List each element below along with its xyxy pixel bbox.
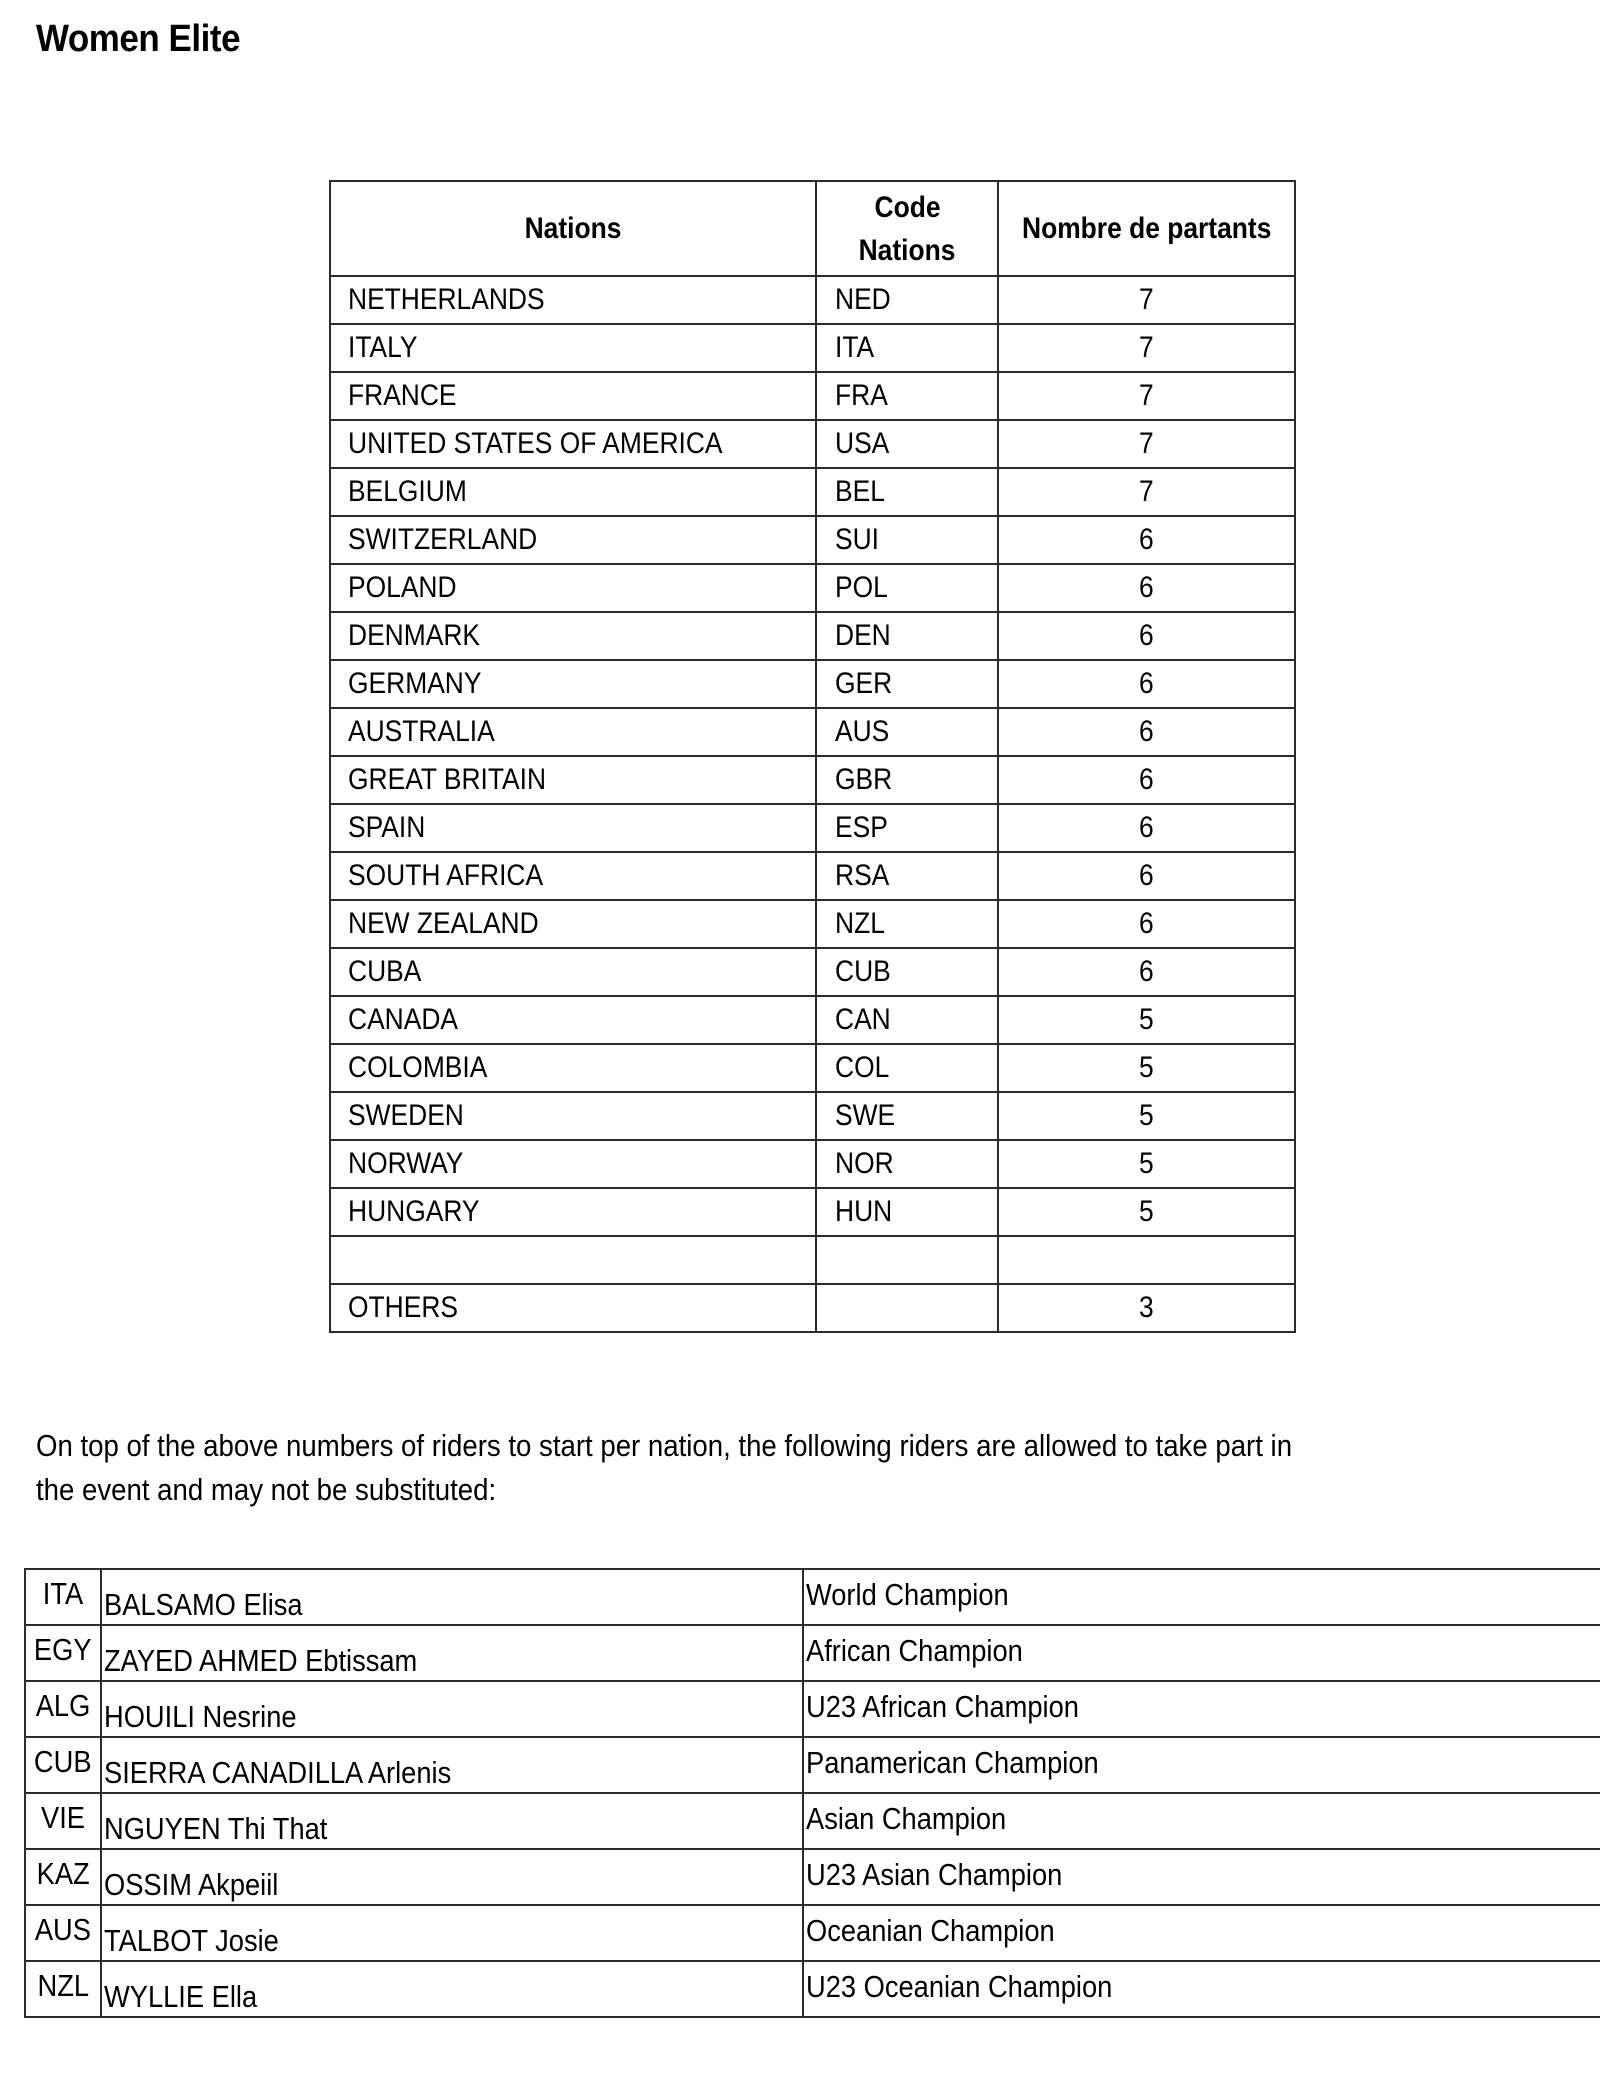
- rider-nation-code: NZL: [25, 1961, 101, 2017]
- nation-name: CUBA: [330, 948, 816, 996]
- rider-nation-code: CUB: [25, 1737, 101, 1793]
- rider-row: [25, 1737, 1600, 1793]
- rider-name: BALSAMO Elisa: [101, 1569, 803, 1625]
- nation-row: [330, 1044, 1295, 1092]
- nation-name: NEW ZEALAND: [330, 900, 816, 948]
- rider-title: Panamerican Champion: [803, 1737, 1600, 1793]
- starter-count: 6: [998, 948, 1295, 996]
- nation-code: SWE: [816, 1092, 998, 1140]
- nation-row: [330, 660, 1295, 708]
- nation-row: [330, 900, 1295, 948]
- nation-code: USA: [816, 420, 998, 468]
- nation-name: SPAIN: [330, 804, 816, 852]
- rider-title: U23 African Champion: [803, 1681, 1600, 1737]
- nation-code: ITA: [816, 324, 998, 372]
- nation-name: SWEDEN: [330, 1092, 816, 1140]
- nation-row: [330, 852, 1295, 900]
- rider-name: NGUYEN Thi That: [101, 1793, 803, 1849]
- rider-nation-code: ALG: [25, 1681, 101, 1737]
- nation-name: GREAT BRITAIN: [330, 756, 816, 804]
- rider-name: OSSIM Akpeiil: [101, 1849, 803, 1905]
- rider-name: TALBOT Josie: [101, 1905, 803, 1961]
- nation-code: [816, 1236, 998, 1284]
- nation-row: [330, 468, 1295, 516]
- nation-row: [330, 1236, 1295, 1284]
- riders-note: [36, 1424, 1596, 1512]
- rider-row: [25, 1793, 1600, 1849]
- rider-title: Oceanian Champion: [803, 1905, 1600, 1961]
- riders-note-line-1: On top of the above numbers of riders to start per nation, the following riders are allowed to take part in: [36, 1428, 1293, 1463]
- starter-count: 6: [998, 804, 1295, 852]
- nation-name: ITALY: [330, 324, 816, 372]
- rider-name: WYLLIE Ella: [101, 1961, 803, 2017]
- rider-nation-code: VIE: [25, 1793, 101, 1849]
- nation-row: [330, 804, 1295, 852]
- nation-code: CUB: [816, 948, 998, 996]
- qualified-riders-table: [24, 1568, 1600, 2018]
- nation-row: [330, 612, 1295, 660]
- nation-name: [330, 1236, 816, 1284]
- header-nombre-de-partants: Nombre de partants: [998, 181, 1295, 276]
- rider-row: [25, 1569, 1600, 1625]
- starter-count: 3: [998, 1284, 1295, 1332]
- nation-row: [330, 372, 1295, 420]
- starter-count: 5: [998, 996, 1295, 1044]
- starter-count: 6: [998, 564, 1295, 612]
- nation-code: RSA: [816, 852, 998, 900]
- nation-name: SWITZERLAND: [330, 516, 816, 564]
- nation-name: NETHERLANDS: [330, 276, 816, 324]
- starter-count: 6: [998, 516, 1295, 564]
- page-title: Women Elite: [36, 18, 241, 60]
- nation-name: AUSTRALIA: [330, 708, 816, 756]
- rider-row: [25, 1681, 1600, 1737]
- rider-title: U23 Asian Champion: [803, 1849, 1600, 1905]
- starter-count: 7: [998, 324, 1295, 372]
- starter-count: 6: [998, 900, 1295, 948]
- nation-name: SOUTH AFRICA: [330, 852, 816, 900]
- rider-title: Asian Champion: [803, 1793, 1600, 1849]
- nations-table-header: [330, 181, 1295, 276]
- starter-count: 5: [998, 1044, 1295, 1092]
- nation-row: [330, 948, 1295, 996]
- starter-count: 5: [998, 1188, 1295, 1236]
- nation-code: FRA: [816, 372, 998, 420]
- nation-code: BEL: [816, 468, 998, 516]
- rider-row: [25, 1625, 1600, 1681]
- starter-count: [998, 1236, 1295, 1284]
- rider-nation-code: KAZ: [25, 1849, 101, 1905]
- nation-row: [330, 324, 1295, 372]
- starter-count: 5: [998, 1092, 1295, 1140]
- nation-name: NORWAY: [330, 1140, 816, 1188]
- nation-name: UNITED STATES OF AMERICA: [330, 420, 816, 468]
- nation-row: [330, 276, 1295, 324]
- nation-code: HUN: [816, 1188, 998, 1236]
- nation-name: FRANCE: [330, 372, 816, 420]
- nation-name: POLAND: [330, 564, 816, 612]
- rider-nation-code: EGY: [25, 1625, 101, 1681]
- starter-count: 7: [998, 468, 1295, 516]
- nation-name: CANADA: [330, 996, 816, 1044]
- nation-row: [330, 708, 1295, 756]
- rider-row: [25, 1961, 1600, 2017]
- nation-code: CAN: [816, 996, 998, 1044]
- starter-count: 5: [998, 1140, 1295, 1188]
- nation-row: [330, 996, 1295, 1044]
- nation-row: [330, 1092, 1295, 1140]
- nation-code: DEN: [816, 612, 998, 660]
- nation-code: AUS: [816, 708, 998, 756]
- starter-count: 6: [998, 708, 1295, 756]
- rider-title: African Champion: [803, 1625, 1600, 1681]
- starter-count: 7: [998, 372, 1295, 420]
- nation-code: NZL: [816, 900, 998, 948]
- starter-count: 6: [998, 756, 1295, 804]
- rider-row: [25, 1849, 1600, 1905]
- header-code-nations: Code Nations: [816, 181, 998, 276]
- nation-row: [330, 1188, 1295, 1236]
- nation-code: SUI: [816, 516, 998, 564]
- riders-note-line-2: the event and may not be substituted:: [36, 1472, 497, 1507]
- nation-code: POL: [816, 564, 998, 612]
- nation-code: COL: [816, 1044, 998, 1092]
- nation-code: ESP: [816, 804, 998, 852]
- nation-row: [330, 564, 1295, 612]
- nation-code: NOR: [816, 1140, 998, 1188]
- starter-count: 6: [998, 612, 1295, 660]
- nation-name: COLOMBIA: [330, 1044, 816, 1092]
- nation-row: [330, 420, 1295, 468]
- rider-title: U23 Oceanian Champion: [803, 1961, 1600, 2017]
- nation-name: DENMARK: [330, 612, 816, 660]
- nation-row: [330, 756, 1295, 804]
- nations-table: [329, 180, 1296, 1333]
- nation-name: HUNGARY: [330, 1188, 816, 1236]
- rider-title: World Champion: [803, 1569, 1600, 1625]
- nation-row: [330, 1284, 1295, 1332]
- starter-count: 7: [998, 276, 1295, 324]
- starter-count: 6: [998, 852, 1295, 900]
- starter-count: 6: [998, 660, 1295, 708]
- rider-nation-code: AUS: [25, 1905, 101, 1961]
- nation-name: OTHERS: [330, 1284, 816, 1332]
- starter-count: 7: [998, 420, 1295, 468]
- nation-code: GBR: [816, 756, 998, 804]
- rider-name: HOUILI Nesrine: [101, 1681, 803, 1737]
- nation-name: GERMANY: [330, 660, 816, 708]
- nation-row: [330, 516, 1295, 564]
- rider-name: ZAYED AHMED Ebtissam: [101, 1625, 803, 1681]
- nation-code: [816, 1284, 998, 1332]
- rider-nation-code: ITA: [25, 1569, 101, 1625]
- nation-row: [330, 1140, 1295, 1188]
- nation-name: BELGIUM: [330, 468, 816, 516]
- nation-code: GER: [816, 660, 998, 708]
- rider-name: SIERRA CANADILLA Arlenis: [101, 1737, 803, 1793]
- nation-code: NED: [816, 276, 998, 324]
- header-nations: Nations: [330, 181, 816, 276]
- rider-row: [25, 1905, 1600, 1961]
